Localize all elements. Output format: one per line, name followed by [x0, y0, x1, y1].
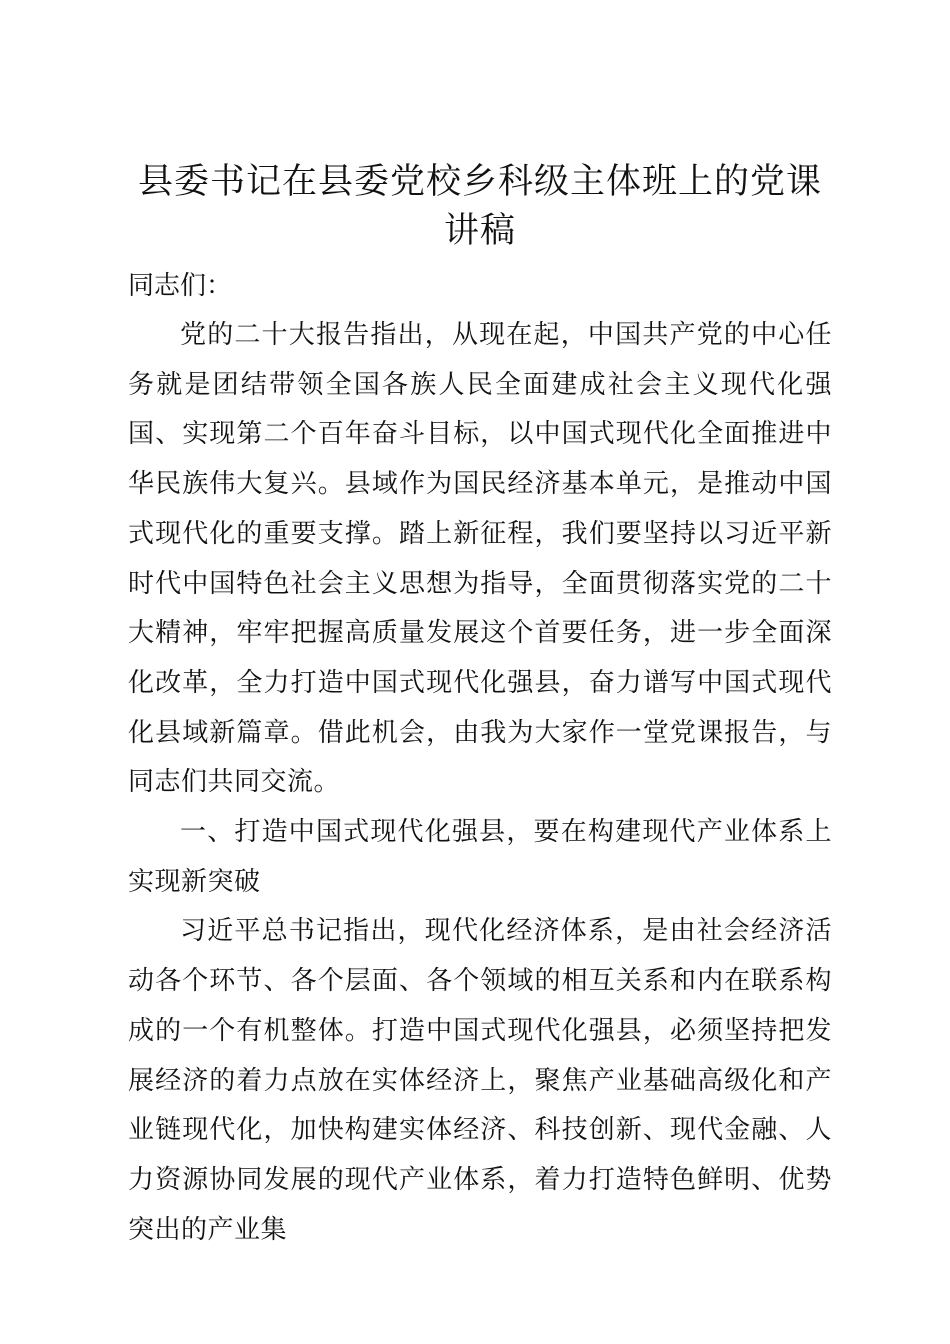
document-title: 县委书记在县委党校乡科级主体班上的党课讲稿 [137, 162, 822, 251]
paragraph-intro: 党的二十大报告指出，从现在起，中国共产党的中心任务就是团结带领全国各族人民全面建成社会主义现代化强国、实现第二个百年奋斗目标，以中国式现代化全面推进中华民族伟大复兴。县域作为国民经济基本单元，是推动中国式现代化的重要支撑。踏上新征程，我们要坚持以习近平新时代中国特色社会主义思想为指导，全面贯彻落实党的二十大精神，牢牢把握高质量发展这个首要任务，进一步全面深化改革，全力打造中国式现代化强县，奋力谱写中国式现代化县域新篇章。借此机会，由我为大家作一堂党课报告，与同志们共同交流。 [128, 320, 832, 798]
document-body [128, 158, 832, 1255]
salutation: 同志们： [128, 271, 233, 301]
paragraph-section-1: 习近平总书记指出，现代化经济体系，是由社会经济活动各个环节、各个层面、各个领域的相互关系和内在联系构成的一个有机整体。打造中国式现代化强县，必须坚持把发展经济的着力点放在实体经济上，聚焦产业基础高级化和产业链现代化，加快构建实体经济、科技创新、现代金融、人力资源协同发展的现代产业体系，着力打造特色鲜明、优势突出的产业集 [128, 916, 832, 1245]
section-heading-1: 一、打造中国式现代化强县，要在构建现代产业体系上实现新突破 [128, 817, 832, 897]
